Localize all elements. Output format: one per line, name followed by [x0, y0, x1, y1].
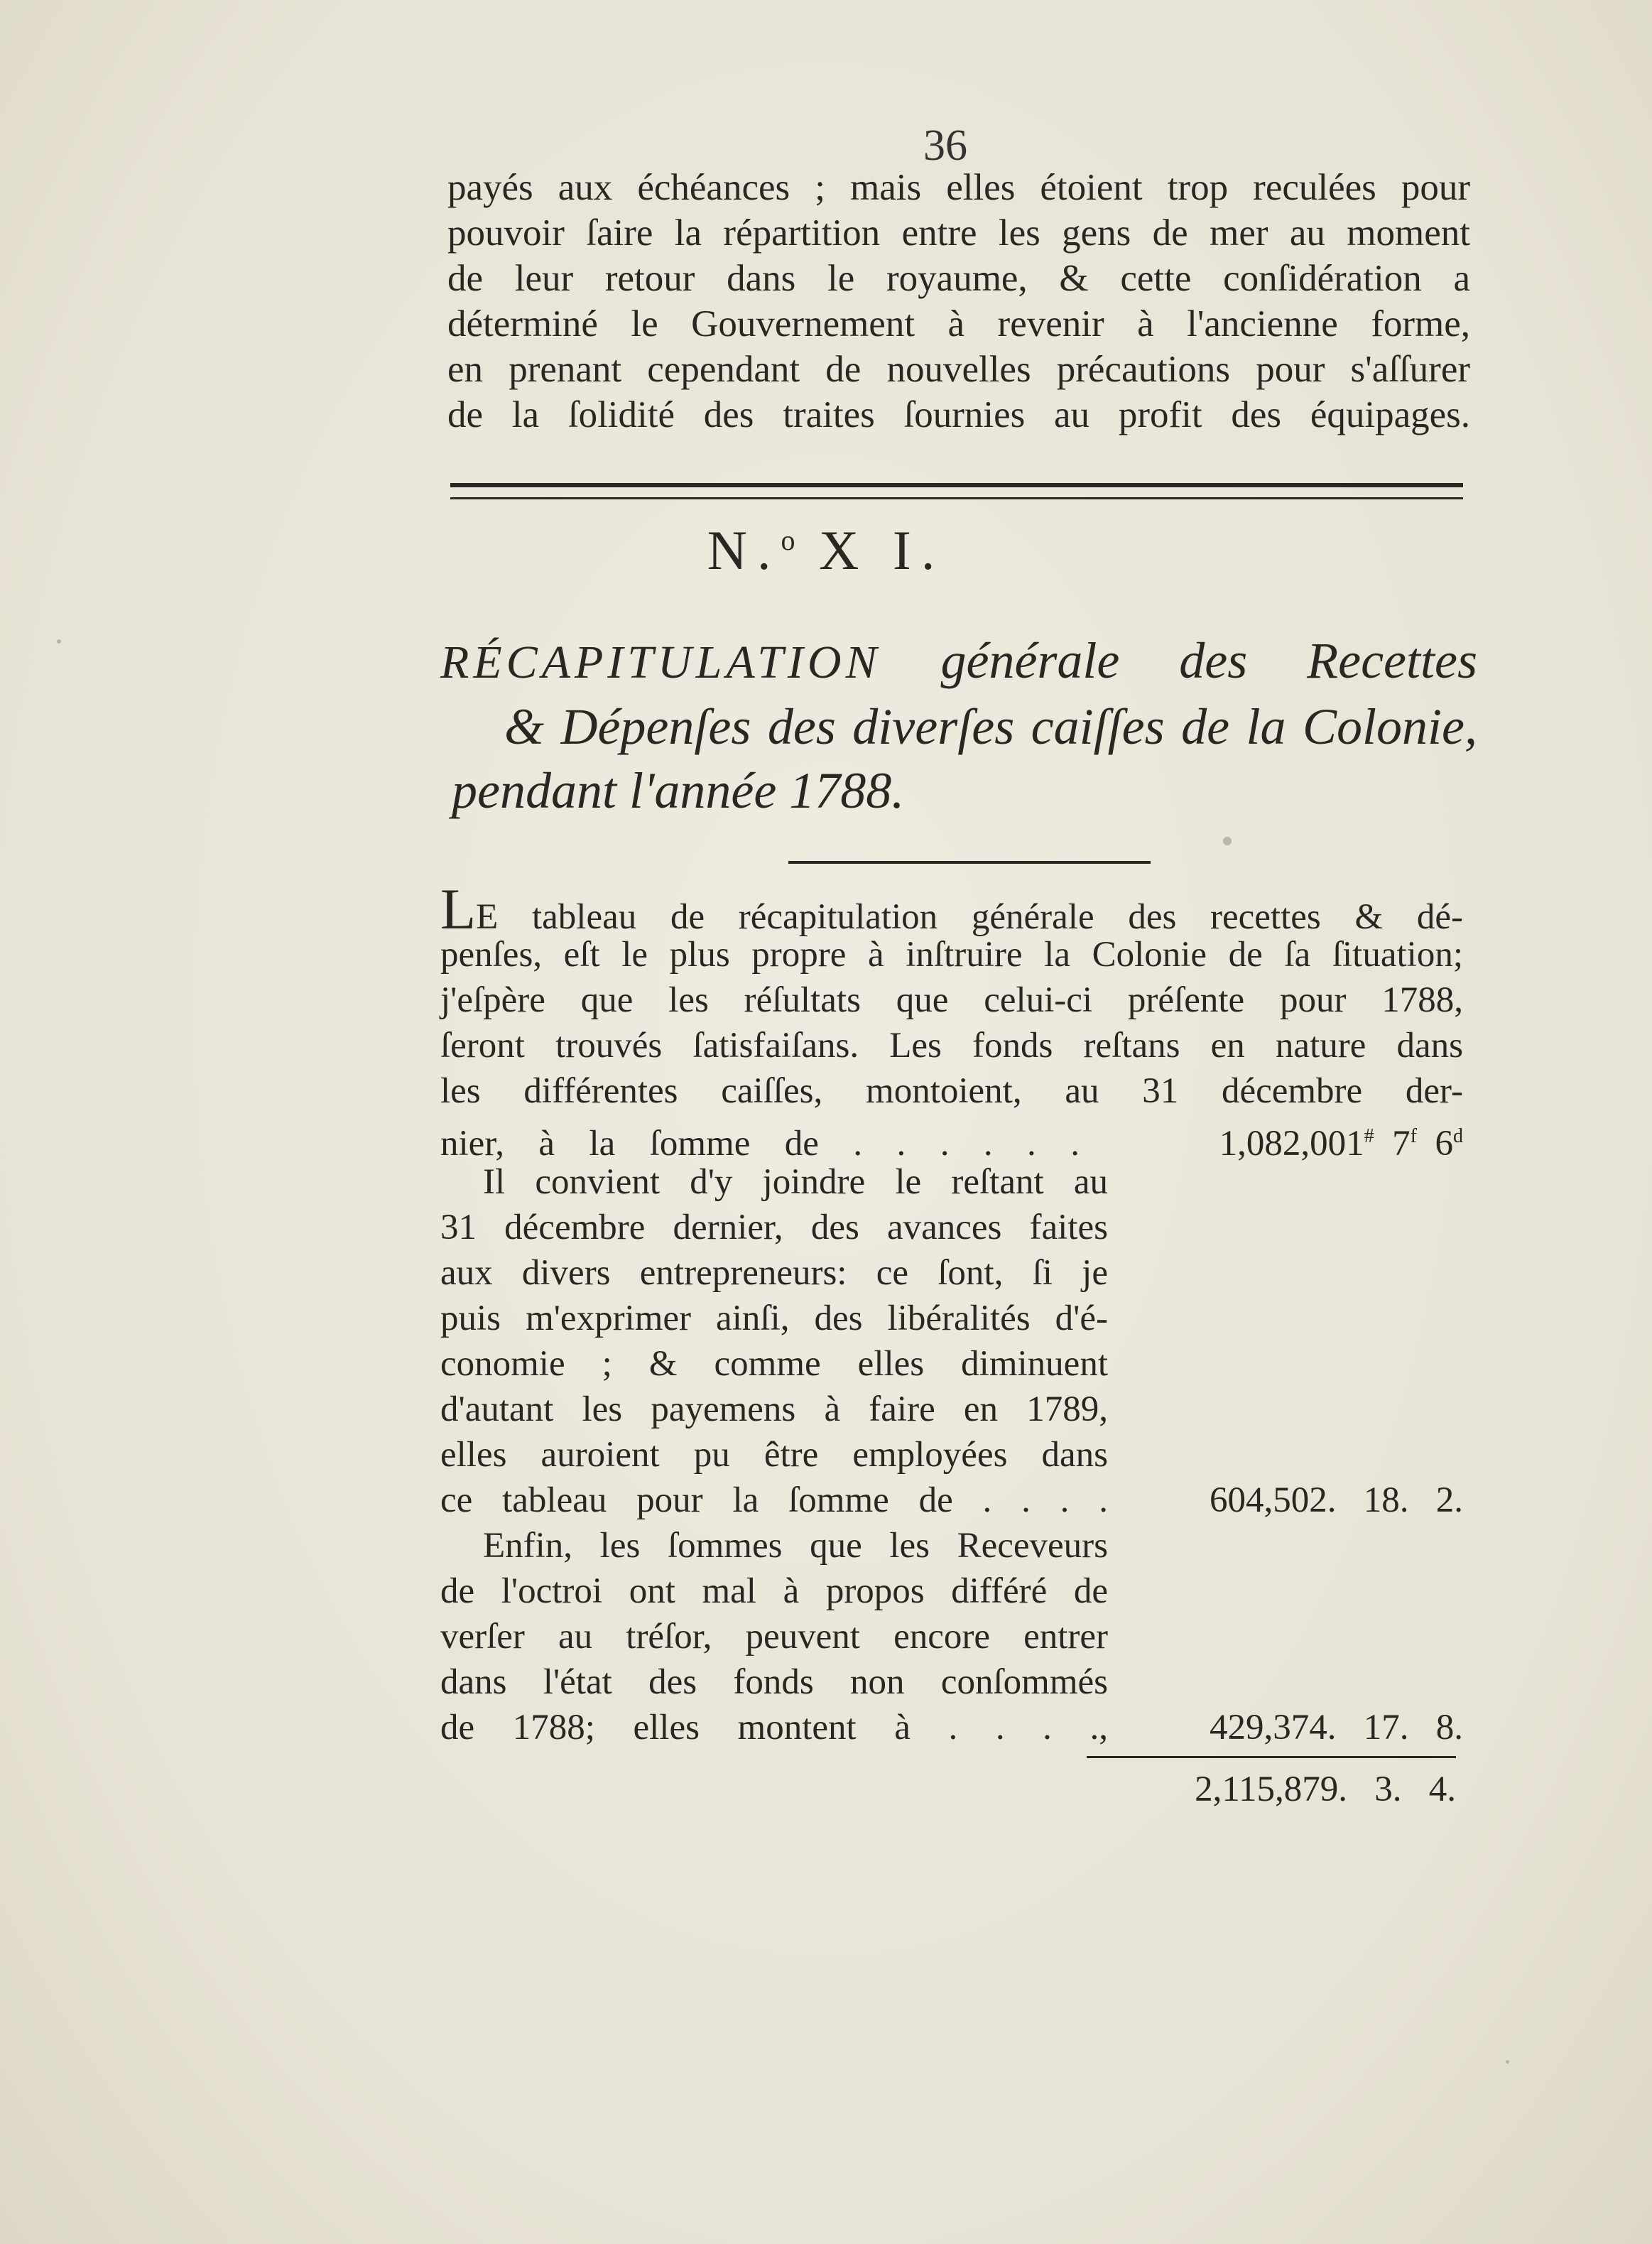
section-number-sup: o	[781, 524, 795, 556]
livres-mark: #	[1364, 1125, 1374, 1147]
narrow-line	[440, 1523, 1463, 1568]
title-line-1	[440, 629, 1477, 695]
text-line: elles auroient pu être employées dans	[440, 1435, 1108, 1475]
text-line: conomie ; & comme elles diminuent	[440, 1344, 1108, 1384]
text-line: de l'octroi ont mal à propos différé de	[440, 1571, 1108, 1611]
narrow-line	[440, 1659, 1463, 1705]
amount-value	[1080, 1114, 1463, 1166]
section-title	[440, 629, 1477, 823]
text-line: en prenant cependant de nouvelles précautions pour s'aſſurer	[447, 349, 1470, 390]
text-line: les différentes caiſſes, montoient, au 31 décembre der-	[440, 1071, 1463, 1111]
text-line: de la ſolidité des traites ſournies au profit des équipages.	[447, 394, 1470, 435]
narrow-line	[440, 1341, 1463, 1387]
section-number	[0, 519, 1652, 582]
text-line: Enfin, les ſommes que les Receveurs	[483, 1526, 1108, 1566]
amount-row-text: nier, à la ſomme de . . . . . .	[440, 1124, 1080, 1164]
amount-row-text: ce tableau pour la ſomme de . . . .	[440, 1480, 1108, 1520]
body-text	[440, 877, 1463, 1750]
narrow-line	[440, 1296, 1463, 1341]
text-line: j'eſpère que les réſultats que celui-ci préſente pour 1788,	[440, 980, 1463, 1020]
drop-cap: L	[440, 877, 477, 941]
amount-deniers: 6	[1435, 1124, 1453, 1164]
text-line: verſer au tréſor, peuvent encore entrer	[440, 1617, 1108, 1657]
narrow-line	[440, 1205, 1463, 1250]
amount-value: 429,374. 17. 8.	[1210, 1708, 1463, 1747]
paper-speck	[1506, 2060, 1509, 2064]
text-line: penſes, eſt le plus propre à inſtruire la Colonie de ſa ſituation;	[440, 935, 1463, 975]
text-line: de leur retour dans le royaume, & cette conſidération a	[447, 258, 1470, 299]
amount-livres: 1,082,001	[1219, 1124, 1364, 1164]
paper-speck	[57, 639, 61, 644]
section-number-roman: X I.	[819, 519, 945, 581]
page-number: 36	[923, 121, 967, 170]
amount-sols: 7	[1392, 1124, 1411, 1164]
title-line-2: & Dépenſes des diverſes caiſſes de la Colonie,	[504, 698, 1477, 755]
text-line: aux divers entrepreneurs: ce ſont, ſi je	[440, 1253, 1108, 1293]
text-line: dans l'état des fonds non conſommés	[440, 1662, 1108, 1702]
title-line-3: pendant l'année 1788.	[452, 762, 905, 819]
deniers-mark: d	[1453, 1125, 1463, 1147]
amount-row	[440, 1114, 1463, 1164]
text-line-rest: E tableau de récapitulation générale des recettes & dé-	[476, 897, 1463, 937]
narrow-line	[440, 1432, 1463, 1478]
sum-rule	[1087, 1756, 1456, 1758]
text-line: Il convient d'y joindre le reſtant au	[483, 1162, 1108, 1202]
short-rule-divider	[788, 861, 1151, 864]
text-line	[440, 877, 1463, 941]
title-line-1-rest: générale des Recettes	[940, 632, 1477, 689]
text-line: puis m'exprimer ainſi, des libéralités d'é-	[440, 1299, 1108, 1338]
title-caps: RÉCAPITULATION	[440, 636, 881, 688]
amount-row	[440, 1478, 1463, 1523]
paper-speck	[1223, 837, 1232, 845]
text-line: d'autant les payemens à faire en 1789,	[440, 1389, 1108, 1429]
amount-row-text: de 1788; elles montent à . . . .,	[440, 1708, 1108, 1747]
narrow-line	[440, 1614, 1463, 1659]
double-rule-divider	[450, 483, 1463, 499]
text-line: 31 décembre dernier, des avances faites	[440, 1208, 1108, 1247]
sols-mark: f	[1410, 1125, 1417, 1147]
narrow-line	[440, 1387, 1463, 1432]
total-amount: 2,115,879. 3. 4.	[1195, 1769, 1456, 1809]
text-line: payés aux échéances ; mais elles étoient trop reculées pour	[447, 167, 1470, 208]
text-line: déterminé le Gouvernement à revenir à l'ancienne forme,	[447, 303, 1470, 345]
narrow-line	[440, 1250, 1463, 1296]
section-number-prefix: N.	[707, 519, 781, 581]
amount-row	[440, 1705, 1463, 1750]
text-line: pouvoir ſaire la répartition entre les gens de mer au moment	[447, 212, 1470, 254]
amount-value: 604,502. 18. 2.	[1210, 1480, 1463, 1520]
text-line: ſeront trouvés ſatisfaiſans. Les fonds reſtans en nature dans	[440, 1026, 1463, 1066]
narrow-line	[440, 1568, 1463, 1614]
top-paragraph	[447, 165, 1470, 438]
